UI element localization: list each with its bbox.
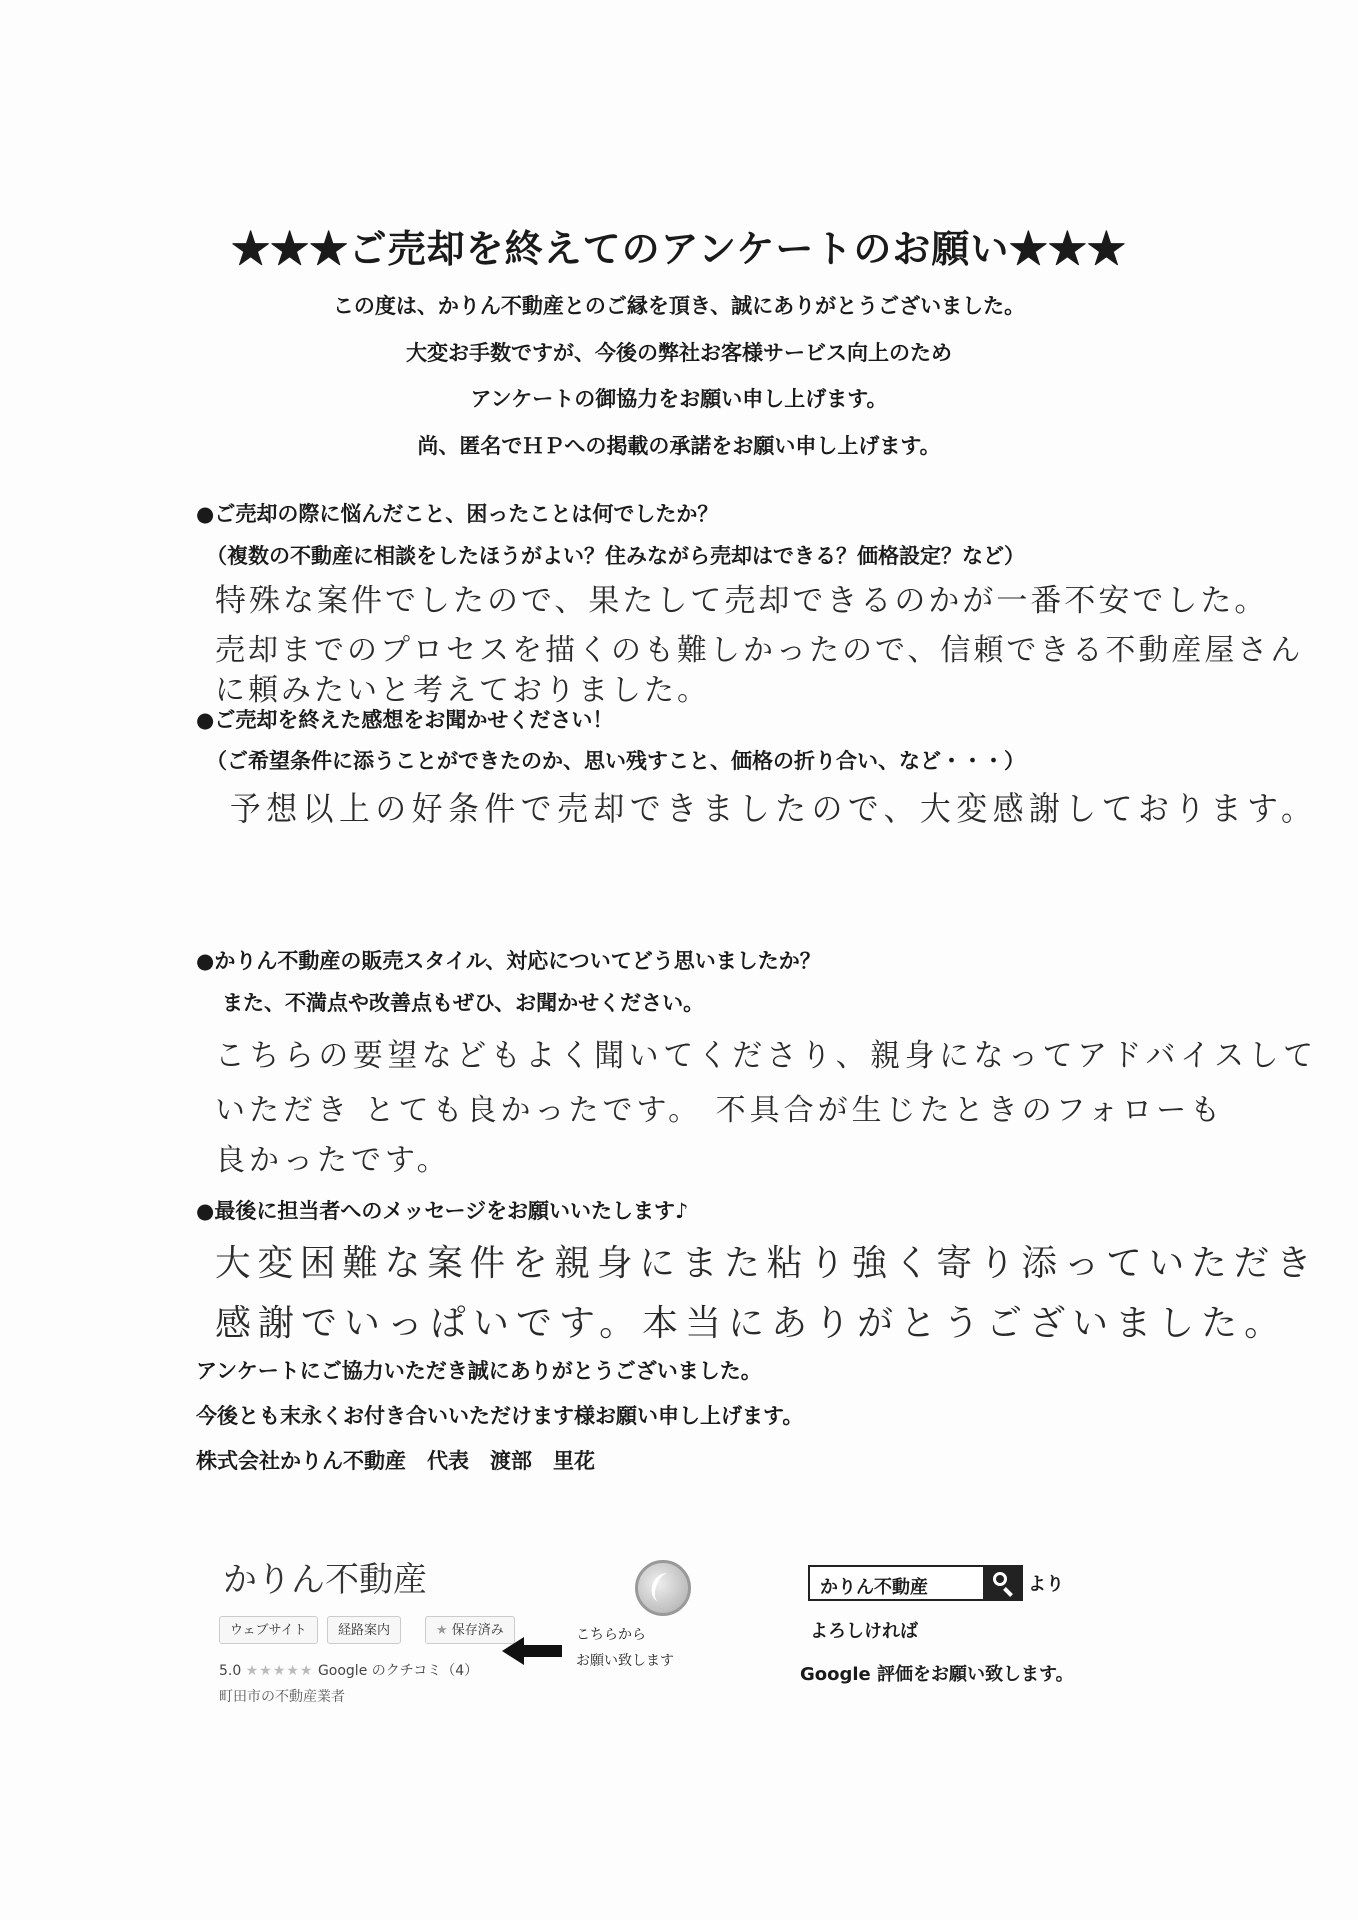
website-button[interactable]: ウェブサイト [219, 1616, 318, 1644]
q3-question: ●かりん不動産の販売スタイル、対応についてどう思いましたか？ [196, 949, 821, 973]
intro-line-3: アンケートの御協力をお願い申し上げます。 [470, 386, 888, 411]
q3-answer-line-3: 良かったです。 [215, 1143, 451, 1178]
q3-answer-line-1: こちらの要望などもよく聞いてくださり、親身になってアドバイスして [215, 1038, 1318, 1074]
page-title: ★★★ご売却を終えてのアンケートのお願い★★★ [231, 226, 1127, 271]
search-line-2: よろしければ [810, 1621, 918, 1642]
directions-button[interactable]: 経路案内 [327, 1616, 401, 1644]
q1-answer-line-1: 特殊な案件でしたので、果たして売却できるのかが一番不安でした。 [215, 583, 1269, 619]
company-logo-icon [635, 1560, 691, 1616]
q1-hint: （複数の不動産に相談をしたほうがよい？住みながら売却はできる？価格設定？など） [206, 544, 1025, 568]
intro-line-4: 尚、匿名でＨＰへの掲載の承諾をお願い申し上げます。 [417, 433, 941, 458]
q4-question: ●最後に担当者へのメッセージをお願いいたします♪ [196, 1199, 689, 1223]
search-icon [993, 1572, 1007, 1586]
closing-line-1: アンケートにご協力いただき誠にありがとうございました。 [196, 1359, 762, 1383]
q4-answer-line-1: 大変困難な案件を親身にまた粘り強く寄り添っていただき [215, 1243, 1319, 1284]
reviews-link[interactable]: Google のクチコミ（4） [317, 1663, 479, 1679]
arrow-note-line-1: こちらから [576, 1627, 646, 1643]
q1-answer-line-3: に頼みたいと考えておりました。 [215, 673, 710, 708]
search-line-3: Google 評価をお願い致します。 [800, 1664, 1074, 1685]
q3-answer-line-2: いただき とても良かったです。 不具合が生じたときのフォローも [215, 1093, 1225, 1128]
google-rating [219, 1660, 478, 1680]
q1-question: ●ご売却の際に悩んだこと、困ったことは何でしたか？ [196, 502, 719, 526]
q3-hint: また、不満点や改善点もぜひ、お聞かせください。 [222, 991, 705, 1015]
q1-answer-line-2: 売却までのプロセスを描くのも難しかったので、信頼できる不動産屋さん [215, 633, 1304, 668]
q2-question: ●ご売却を終えた感想をお聞かせください！ [196, 708, 614, 732]
q2-hint: （ご希望条件に添うことができたのか、思い残すこと、価格の折り合い、など・・・） [206, 749, 1025, 773]
google-business-name: かりん不動産 [223, 1561, 427, 1599]
search-query: かりん不動産 [820, 1577, 928, 1598]
intro-line-1: この度は、かりん不動産とのご縁を頂き、誠にありがとうございました。 [332, 293, 1026, 318]
closing-line-2: 今後とも末永くお付き合いいただけます様お願い申し上げます。 [196, 1404, 804, 1428]
left-arrow-icon [502, 1637, 562, 1665]
arrow-note [576, 1622, 674, 1674]
business-category: 町田市の不動産業者 [219, 1689, 345, 1705]
search-suffix: より [1028, 1574, 1064, 1595]
rating-value: 5.0 [219, 1663, 242, 1679]
q4-answer-line-2: 感謝でいっぱいです。本当にありがとうございました。 [215, 1303, 1288, 1344]
rating-stars-icon: ★★★★★ [245, 1663, 314, 1679]
q2-answer-line-1: 予想以上の好条件で売却できましたので、大変感謝しております。 [230, 789, 1318, 828]
search-button [983, 1565, 1023, 1601]
closing-signature: 株式会社かりん不動産 代表 渡部 里花 [196, 1449, 595, 1473]
star-icon: ★ [436, 1623, 448, 1638]
search-box [808, 1565, 1023, 1601]
saved-button-label: 保存済み [451, 1623, 504, 1638]
arrow-note-line-2: お願い致します [576, 1653, 674, 1669]
intro-line-2: 大変お手数ですが、今後の弊社お客様サービス向上のため [406, 340, 952, 365]
